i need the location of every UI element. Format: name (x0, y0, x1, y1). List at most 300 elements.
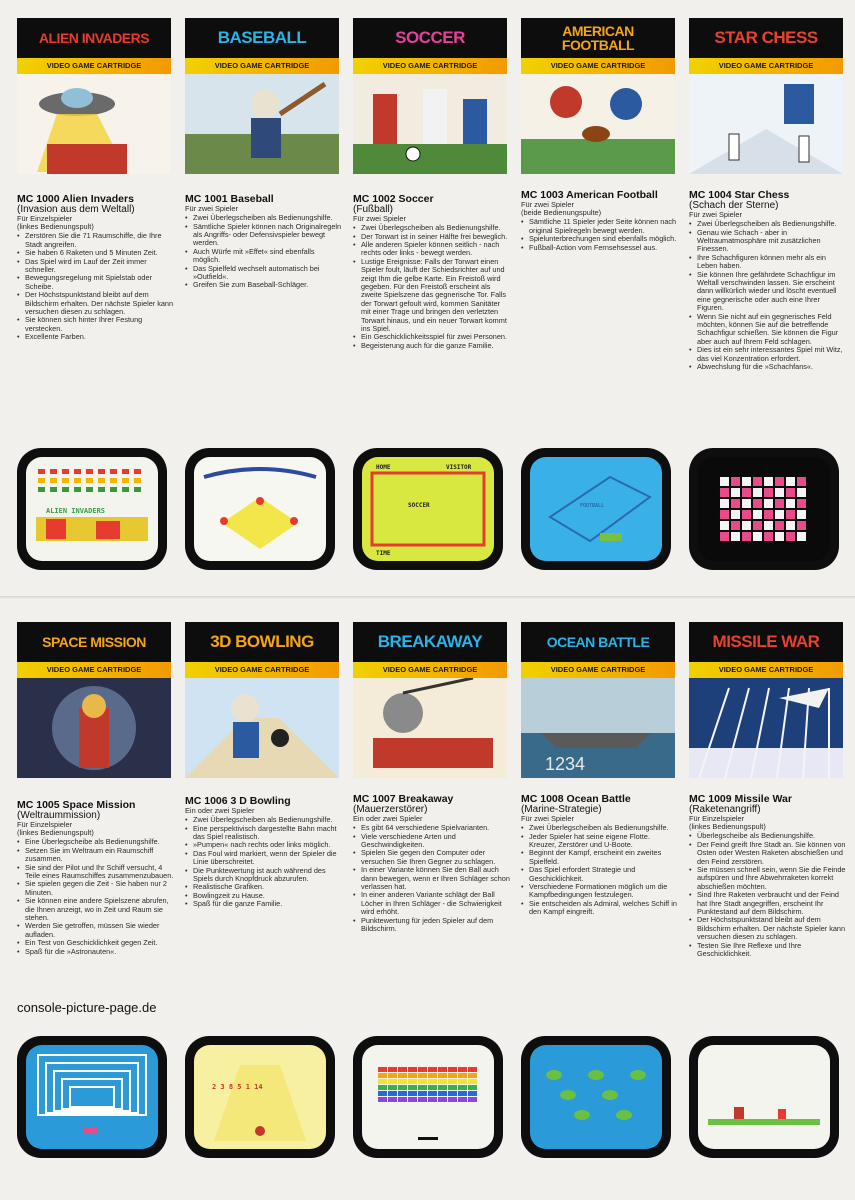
feature-item: • Lustige Ereignisse: Falls der Torwart einen Spieler foult, läuft der Schiedsrichter auf und zeigt Ihm die gelbe Karte. Ein Freistoß wird gegeben. Für den Freistoß erscheint als zweite Spielszene das gegnerische Tor. Falls der Torwart gefoult wird, kommen Sanitäter mit einer Trage und bringen den verletzten Torwart hinaus, und ein neuer Torwart kommt ins Spiel. (353, 258, 511, 334)
box-title: OCEAN BATTLE (521, 622, 675, 662)
brick (418, 1079, 427, 1084)
brick (378, 1097, 387, 1102)
board-square (764, 477, 773, 486)
invader (110, 478, 117, 483)
feature-item: • Sie sind der Pilot und Ihr Schiff versucht, 4 Teile eines Raumschiffes zusammenzubauen. (17, 864, 175, 881)
brick (438, 1079, 447, 1084)
cartridge-label: VIDEO GAME CARTRIDGE (689, 662, 843, 678)
island (560, 1090, 576, 1100)
box-art-illustration (353, 678, 507, 778)
brick (458, 1067, 467, 1072)
game-column (185, 18, 343, 578)
game-screen-graphic (362, 1045, 494, 1149)
brick (408, 1085, 417, 1090)
product-subtitle: (Raketenangriff) (689, 804, 761, 815)
board-square (797, 510, 806, 519)
brick (438, 1091, 447, 1096)
cartridge-box (521, 622, 675, 782)
fielder (220, 517, 228, 525)
bowler-body (233, 722, 259, 758)
feature-item: • Sind Ihre Raketen verbraucht und der Feind hat Ihre Stadt angegriffen, erscheint Ihr Punktestand auf dem Bildschirm. (689, 891, 847, 916)
invader (122, 487, 129, 492)
cartridge-label: VIDEO GAME CARTRIDGE (689, 58, 843, 74)
feature-item: • Sämtliche Spieler können nach Originalregeln als Angriffs- oder Defensivspieler bewegt werden. (185, 223, 343, 248)
product-code: MC 1003 American Football (521, 189, 658, 201)
screen-bg (698, 457, 830, 561)
feature-item: • Setzen Sie im Weltraum ein Raumschiff zusammen. (17, 847, 175, 864)
feature-item: • »Pumpen« nach rechts oder links möglich. (185, 841, 343, 849)
tv-screenshot (17, 448, 167, 570)
invader (134, 487, 141, 492)
feature-item: • Eine perspektivisch dargestellte Bahn macht das Spiel realistisch. (185, 825, 343, 842)
tv-screen (362, 1045, 494, 1149)
board-square (797, 499, 806, 508)
box-title: AMERICAN FOOTBALL (521, 18, 675, 58)
brick (438, 1085, 447, 1090)
feature-item: • Wenn Sie nicht auf ein gegnerisches Feld möchten, können Sie auf die betreffende Schachfigur schießen. Sie können die Figur aber auch auf Ihrem Feld schlagen. (689, 313, 847, 347)
product-code: MC 1009 Missile War (689, 793, 792, 805)
board-square (753, 477, 762, 486)
board-square (797, 521, 806, 530)
cartridge-box (17, 18, 171, 178)
board-square (786, 532, 795, 541)
invader (62, 478, 69, 483)
cartridge-box (689, 18, 843, 178)
tv-screen (530, 1045, 662, 1149)
top-half (0, 0, 855, 592)
island (588, 1070, 604, 1080)
feature-item: • Jeder Spieler hat seine eigene Flotte. Kreuzer, Zerstörer und U-Boote. (521, 833, 679, 850)
tv-screenshot (17, 1036, 167, 1158)
board-square (720, 499, 729, 508)
brick (408, 1073, 417, 1078)
brick (378, 1091, 387, 1096)
product-code: MC 1004 Star Chess (689, 189, 790, 201)
tv-screenshot (689, 448, 839, 570)
feature-item: • Der Höchstspunktstand bleibt auf dem Bildschirm erhalten. Der nächste Spieler kann versuchen diesen zu schlagen. (17, 291, 175, 316)
board-square (797, 488, 806, 497)
brick (458, 1085, 467, 1090)
tv-screenshot (353, 448, 503, 570)
cartridge-label: VIDEO GAME CARTRIDGE (521, 58, 675, 74)
feature-item: • Der Feind greift Ihre Stadt an. Sie können von Osten oder Westen Raketen abschießen und den Feind zerstören. (689, 841, 847, 866)
cartridge-label: VIDEO GAME CARTRIDGE (17, 58, 171, 74)
invader (38, 487, 45, 492)
cartridge-label: VIDEO GAME CARTRIDGE (353, 58, 507, 74)
feature-item: • Testen Sie Ihre Reflexe und Ihre Geschicklichkeit. (689, 942, 847, 959)
brick (388, 1067, 397, 1072)
box-title: BREAKAWAY (353, 622, 507, 662)
player-note: (beide Bedienungspulte) (521, 208, 602, 218)
board-square (786, 521, 795, 530)
board-square (764, 488, 773, 497)
spaceship (784, 84, 814, 124)
cartridge-label: VIDEO GAME CARTRIDGE (185, 58, 339, 74)
cartridge-box (185, 622, 339, 782)
feature-list (689, 220, 847, 371)
brick (428, 1097, 437, 1102)
feature-item: • Sie müssen schnell sein, wenn Sie die Feinde aufspüren und Ihre Abwehrraketen korrekt abschießen möchten. (689, 866, 847, 891)
tv-screen (26, 1045, 158, 1149)
box-art (521, 74, 675, 174)
box-art (689, 74, 843, 174)
building (96, 521, 120, 539)
feature-item: • Spaß für die »Astronauten«. (17, 948, 175, 956)
brick-wall (373, 738, 493, 768)
game-description (185, 796, 343, 909)
score-numbers: 2 3 8 5 1 14 (212, 1083, 263, 1091)
paddle (418, 1137, 438, 1140)
invader (74, 487, 81, 492)
feature-item: • Überlegscheibe als Bedienungshilfe. (689, 832, 847, 840)
cartridge-box (353, 18, 507, 178)
wrecking-ball (383, 693, 423, 733)
invader (38, 469, 45, 474)
feature-item: • Alle anderen Spieler können seitlich - nach rechts oder links - bewegt werden. (353, 241, 511, 258)
box-art-illustration (353, 74, 507, 174)
box-art (17, 678, 171, 778)
feature-item: • Zwei Überlegscheiben als Bedienungshilfe. (689, 220, 847, 228)
tv-screenshot (353, 1036, 503, 1158)
product-subtitle: (Mauerzerstörer) (353, 804, 428, 815)
product-subtitle: (Invasion aus dem Weltall) (17, 204, 135, 215)
player-note: (linkes Bedienungspult) (17, 222, 94, 232)
brick (418, 1073, 427, 1078)
cartridge-box (521, 18, 675, 178)
board-square (775, 488, 784, 497)
cartridge-box (353, 622, 507, 782)
game-screen-graphic (194, 1045, 326, 1149)
feature-item: • Fußball-Action vom Fernsehsessel aus. (521, 244, 679, 252)
board-square (742, 532, 751, 541)
board-square (775, 521, 784, 530)
brick (468, 1091, 477, 1096)
feature-item: • Sie können sich hinter Ihrer Festung verstecken. (17, 316, 175, 333)
tv-screen (194, 1045, 326, 1149)
game-description (17, 194, 175, 342)
feature-list (353, 224, 511, 350)
invader (86, 469, 93, 474)
product-subtitle: (Marine-Strategie) (521, 804, 602, 815)
brick (458, 1079, 467, 1084)
brick (398, 1067, 407, 1072)
game-column (521, 18, 679, 578)
feature-item: • Begeisterung auch für die ganze Familie. (353, 342, 511, 350)
box-title: MISSILE WAR (689, 622, 843, 662)
invader (50, 478, 57, 483)
board-square (731, 499, 740, 508)
feature-item: • Ihre Schachfiguren können mehr als ein Leben haben. (689, 254, 847, 271)
game-description (17, 800, 175, 956)
bottom-half (0, 604, 855, 1200)
board-square (786, 510, 795, 519)
brick (458, 1091, 467, 1096)
feature-list (185, 214, 343, 290)
box-art-illustration (521, 678, 675, 778)
brick (448, 1091, 457, 1096)
feature-list (521, 824, 679, 916)
feature-item: • Spielen Sie gegen den Computer oder versuchen Sie Ihren Gegner zu schlagen. (353, 849, 511, 866)
feature-item: • Excellente Farben. (17, 333, 175, 341)
invader (110, 469, 117, 474)
brick (428, 1085, 437, 1090)
tv-screen (26, 457, 158, 561)
tv-screenshot (689, 1036, 839, 1158)
chess-piece-1 (729, 134, 739, 160)
time-label: TIME (376, 550, 391, 557)
box-art (353, 678, 507, 778)
feature-item: • Werden Sie getroffen, müssen Sie wieder aufladen. (17, 922, 175, 939)
game-screen-graphic (530, 457, 662, 561)
feature-item: • Spielunterbrechungen sind ebenfalls möglich. (521, 235, 679, 243)
feature-item: • Die Punktewertung ist auch während des Spiels durch Knopfdruck abzurufen. (185, 867, 343, 884)
invader (98, 487, 105, 492)
product-subtitle: (Fußball) (353, 204, 394, 215)
game-description (521, 190, 679, 252)
feature-item: • Bewegungsregelung mit Spielstab oder Scheibe. (17, 274, 175, 291)
game-screen-graphic (530, 1045, 662, 1149)
game-description (353, 194, 511, 350)
football-label: FOOTBALL (580, 503, 605, 509)
tv-screen (194, 457, 326, 561)
player-blue (463, 99, 487, 144)
invader (86, 478, 93, 483)
board-square (797, 532, 806, 541)
invader (62, 487, 69, 492)
board-square (742, 499, 751, 508)
invader (122, 478, 129, 483)
board-square (775, 532, 784, 541)
feature-item: • Sie entscheiden als Admiral, welches Schiff in den Kampf eingreift. (521, 900, 679, 917)
brick (448, 1085, 457, 1090)
brick (408, 1091, 417, 1096)
bowling-ball (271, 729, 289, 747)
brick (378, 1067, 387, 1072)
bowler-head (231, 694, 259, 722)
brick (438, 1097, 447, 1102)
cartridge-box (17, 622, 171, 782)
board-square (731, 510, 740, 519)
board-square (731, 488, 740, 497)
box-title: BASEBALL (185, 18, 339, 58)
brick (398, 1079, 407, 1084)
game-column (185, 622, 343, 1182)
board-square (786, 488, 795, 497)
brick (388, 1073, 397, 1078)
feature-item: • Das Spielfeld wechselt automatisch bei »Outfield«. (185, 265, 343, 282)
city-block (47, 144, 127, 174)
game-description (689, 794, 847, 959)
screen-bg (530, 457, 662, 561)
feature-item: • Punktewertung für jeden Spieler auf dem Bildschirm. (353, 917, 511, 934)
box-art (521, 678, 675, 778)
brick (398, 1073, 407, 1078)
feature-item: • Spaß für die ganze Familie. (185, 900, 343, 908)
board-square (753, 510, 762, 519)
board-square (742, 521, 751, 530)
board-square (775, 477, 784, 486)
brick (418, 1067, 427, 1072)
cartridge-box (689, 622, 843, 782)
player-note: Für zwei Spieler (689, 210, 742, 219)
feature-item: • Abwechslung für die »Schachfans«. (689, 363, 847, 371)
feature-item: • Sämtliche 11 Spieler jeder Seite können nach original Spielregeln bewegt werden. (521, 218, 679, 235)
feature-item: • Das Spiel erfordert Strategie und Geschicklichkeit. (521, 866, 679, 883)
building (734, 1107, 744, 1119)
brick (408, 1097, 417, 1102)
player-note: Für Einzelspieler (17, 820, 73, 829)
feature-item: • Sie spielen gegen die Zeit - Sie haben nur 2 Minuten. (17, 880, 175, 897)
brick (448, 1067, 457, 1072)
feature-item: • Das Foul wird markiert, wenn der Spieler die Linie überschreitet. (185, 850, 343, 867)
brick (438, 1067, 447, 1072)
game-screen-graphic (698, 1045, 830, 1149)
island (630, 1070, 646, 1080)
game-screen-graphic (194, 457, 326, 561)
product-code: MC 1001 Baseball (185, 193, 274, 205)
game-screen-graphic (362, 457, 494, 561)
invader (62, 469, 69, 474)
feature-item: • Sie haben 6 Raketen und 5 Minuten Zeit. (17, 249, 175, 257)
brick (378, 1079, 387, 1084)
invader (50, 469, 57, 474)
feature-item: • Sie können Ihre gefährdete Schachfigur im Weltall verschwinden lassen. Sie erscheint dann willkürlich wieder und löscht eventuell eine gegnerische oder auch eine Ihrer Figuren. (689, 271, 847, 313)
board-square (775, 510, 784, 519)
feature-item: • Ein Test von Geschicklichkeit gegen Zeit. (17, 939, 175, 947)
game-screen-graphic (698, 457, 830, 561)
feature-item: • Der Höchstspunktstand bleibt auf dem Bildschirm erhalten. Der nächste Spieler kann versuchen diesen zu schlagen. (689, 916, 847, 941)
player-note: Für Einzelspieler (17, 214, 73, 223)
product-code: MC 1006 3 D Bowling (185, 795, 291, 807)
game-description (353, 794, 511, 933)
board-square (764, 521, 773, 530)
box-art (185, 678, 339, 778)
island (616, 1110, 632, 1120)
feature-list (185, 816, 343, 908)
brick (378, 1085, 387, 1090)
board-square (731, 477, 740, 486)
soccer-label: SOCCER (408, 502, 430, 509)
board-square (786, 499, 795, 508)
player-head (251, 90, 279, 118)
box-title: ALIEN INVADERS (17, 18, 171, 58)
brick (468, 1079, 477, 1084)
feature-item: • Das Spiel wird im Lauf der Zeit immer schneller. (17, 258, 175, 275)
home-label: HOME (376, 464, 391, 471)
game-column (521, 622, 679, 1182)
board-square (764, 510, 773, 519)
board-square (731, 532, 740, 541)
box-art (185, 74, 339, 174)
brick (428, 1067, 437, 1072)
box-title: SPACE MISSION (17, 622, 171, 662)
feature-list (353, 824, 511, 933)
board-square (742, 510, 751, 519)
board-square (753, 521, 762, 530)
tv-screen (530, 457, 662, 561)
city-ground (689, 748, 843, 778)
brick (438, 1073, 447, 1078)
box-art-illustration (185, 74, 339, 174)
box-art-illustration (689, 74, 843, 174)
player-note: Für zwei Spieler (353, 214, 406, 223)
board-square (731, 521, 740, 530)
box-title: 3D BOWLING (185, 622, 339, 662)
box-art (689, 678, 843, 778)
invader (98, 478, 105, 483)
game-column (17, 18, 175, 578)
visitor-label: VISITOR (446, 464, 472, 471)
feature-item: • Eine Überlegscheibe als Bedienungshilfe. (17, 838, 175, 846)
site-credit: console-picture-page.de (17, 1000, 157, 1015)
feature-item: • Zwei Überlegscheiben als Bedienungshilfe. (185, 214, 343, 222)
brick (388, 1079, 397, 1084)
board-square (797, 477, 806, 486)
box-art-illustration (185, 678, 339, 778)
invader (122, 469, 129, 474)
product-subtitle: (Weltraummission) (17, 810, 101, 821)
game-column (353, 18, 511, 578)
feature-item: • Realistische Grafiken. (185, 883, 343, 891)
player-note: Für Einzelspieler (689, 814, 745, 823)
board-square (720, 510, 729, 519)
board-square (720, 532, 729, 541)
board-square (753, 488, 762, 497)
tv-screen (362, 457, 494, 561)
game-description (689, 190, 847, 372)
brick (468, 1097, 477, 1102)
player-note: (linkes Bedienungspult) (17, 828, 94, 838)
feature-item: • Zwei Überlegscheiben als Bedienungshilfe. (521, 824, 679, 832)
game-description (185, 194, 343, 290)
invader (110, 487, 117, 492)
tv-screenshot (185, 448, 335, 570)
board-square (764, 532, 773, 541)
turf (521, 139, 675, 174)
brick (468, 1067, 477, 1072)
helmet-blue (610, 88, 642, 120)
brick (418, 1085, 427, 1090)
feature-list (17, 838, 175, 956)
ball (406, 147, 420, 161)
player-note: Für zwei Spieler (521, 814, 574, 823)
brick (468, 1073, 477, 1078)
invader (38, 478, 45, 483)
chess-piece-2 (799, 136, 809, 162)
game-column (17, 622, 175, 1182)
feature-list (17, 232, 175, 341)
brick (408, 1067, 417, 1072)
feature-list (689, 832, 847, 958)
brick (388, 1097, 397, 1102)
fielder (290, 517, 298, 525)
invader (50, 487, 57, 492)
ground (708, 1119, 820, 1125)
feature-item: • Verschiedene Formationen möglich um die Kampfbedingungen festzulegen. (521, 883, 679, 900)
building (46, 519, 66, 539)
box-art-illustration (17, 678, 171, 778)
brick (428, 1091, 437, 1096)
brick (378, 1073, 387, 1078)
brick (458, 1073, 467, 1078)
product-code: MC 1000 Alien Invaders (17, 193, 134, 205)
ufo-dome (61, 88, 93, 108)
screen-bg (530, 1045, 662, 1149)
feature-item: • In einer anderen Variante schlägt der Ball Löcher in Ihren Schläger - die Schwierigkeit wird erhöht. (353, 891, 511, 916)
brick (418, 1097, 427, 1102)
screen-bg (698, 1045, 830, 1149)
box-art-illustration (689, 678, 843, 778)
